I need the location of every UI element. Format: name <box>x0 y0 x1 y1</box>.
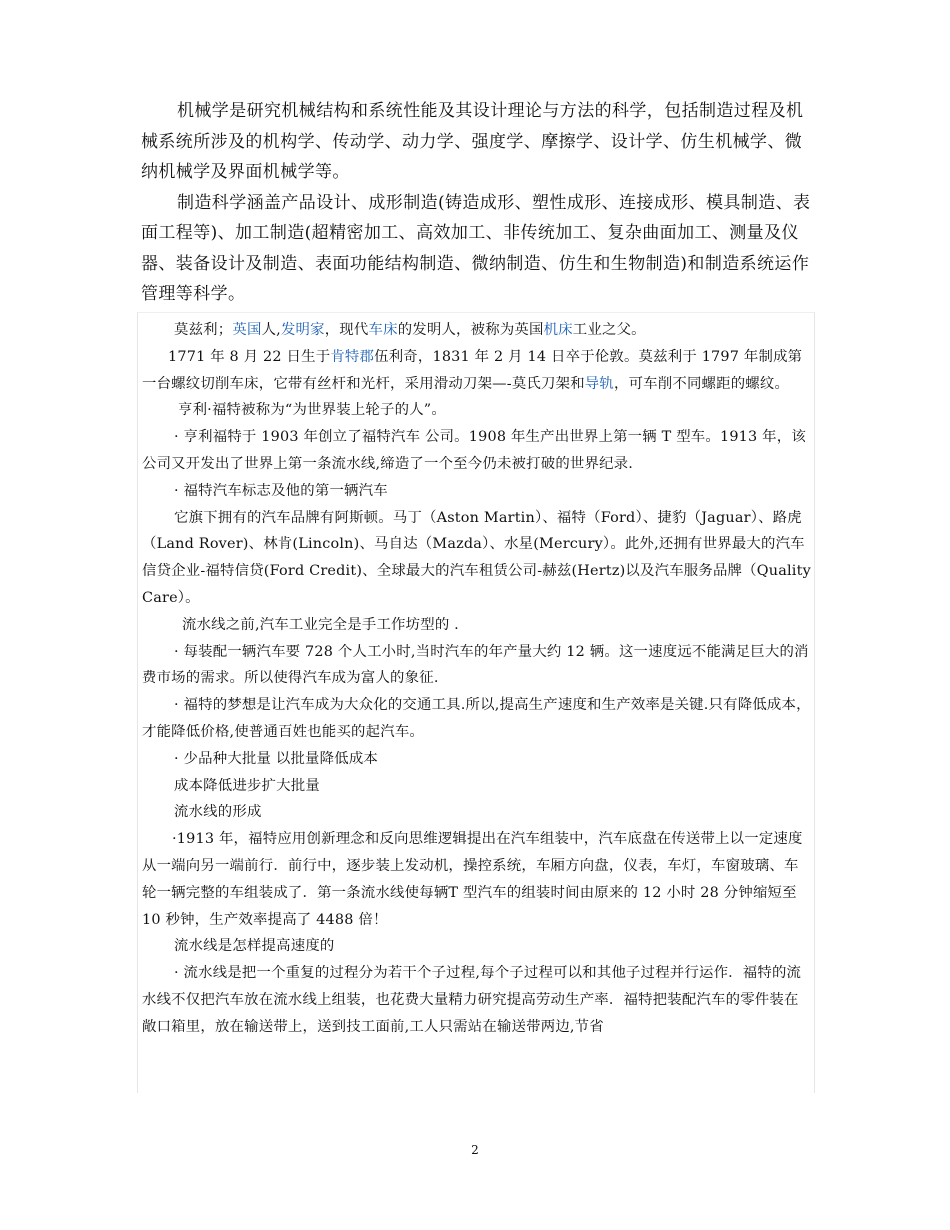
paragraph-ford-dream: · 福特的梦想是让汽车成为大众化的交通工具.所以,提高生产速度和生产效率是关键.只有降低成本，才能降低价格,使普通百姓也能买的起汽车。 <box>142 697 811 740</box>
article-body <box>142 317 812 1041</box>
text-fragment: ，现代 <box>324 322 369 338</box>
intro-section <box>141 96 813 310</box>
paragraph-ford-logo: · 福特汽车标志及他的第一辆汽车 <box>174 482 388 499</box>
heading-speed-improvement: 流水线是怎样提高速度的 <box>174 938 335 955</box>
paragraph-ford-founding: · 亨利福特于 1903 年创立了福特汽车 公司。1908 年生产出世界上第一辆 T 型车。1913 年，该公司又开发出了世界上第一条流水线,缔造了一个至今仍未被打破的世界纪录. <box>142 429 806 472</box>
paragraph-few-varieties: · 少品种大批量 以批量降低成本 <box>174 750 379 767</box>
birth-paragraph <box>142 344 812 398</box>
link-english[interactable]: 英国 <box>232 322 262 338</box>
link-inventor[interactable]: 发明家 <box>280 322 325 338</box>
text-fragment: 伍利奇，1831 年 2 月 14 日卒于伦敦。莫兹利于 1797 年制成第一台螺纹切削车床，它带有丝杆和光杆，采用滑动刀架—-莫氏刀架和 <box>142 348 803 392</box>
content-box <box>137 312 815 1093</box>
text-fragment: 人, <box>261 322 281 338</box>
text-fragment: 1771 年 8 月 22 日生于 <box>168 348 331 365</box>
maudslay-name: 莫兹利； <box>174 322 233 338</box>
intro-paragraph-manufacturing: 制造科学涵盖产品设计、成形制造(铸造成形、塑性成形、连接成形、模具制造、表面工程等)、加工制造(超精密加工、高效加工、非传统加工、复杂曲面加工、测量及仪器、装备设计及制造、表面功能结构制造、微纳制造、仿生和生物制造)和制造系统运作管理等科学。 <box>141 192 811 304</box>
paragraph-assembly-line-principle: · 流水线是把一个重复的过程分为若干个子过程,每个子过程可以和其他子过程并行运作．福特的流水线不仅把汽车放在流水线上组装，也花费大量精力研究提高劳动生产率．福特把装配汽车的零件装在敞口箱里，放在输送带上，送到技工面前,工人只需站在输送带两边,节省 <box>142 965 802 1035</box>
heading-assembly-line-formation: 流水线的形成 <box>174 804 262 821</box>
paragraph-before-assembly-line: 流水线之前,汽车工业完全是手工作坊型的 . <box>182 616 459 633</box>
intro-paragraph-mechanics: 机械学是研究机械结构和系统性能及其设计理论与方法的科学，包括制造过程及机械系统所涉及的机构学、传动学、动力学、强度学、摩擦学、设计学、仿生机械学、微纳机械学及界面机械学等。 <box>141 101 804 182</box>
link-guide-rail[interactable]: 导轨 <box>584 375 614 392</box>
paragraph-ford-nickname: 亨利·福特被称为“为世界装上轮子的人”。 <box>178 402 446 419</box>
link-county[interactable]: 肯特郡 <box>330 348 375 365</box>
page-number: 2 <box>471 1143 479 1157</box>
paragraph-labor-hours: · 每装配一辆汽车要 728 个人工小时,当时汽车的年产量大约 12 辆。这一速度远不能满足巨大的消费市场的需求。所以使得汽车成为富人的象征. <box>142 643 809 687</box>
text-fragment: ，可车削不同螺距的螺纹。 <box>613 375 790 392</box>
text-fragment: 工业之父。 <box>572 322 646 338</box>
paragraph-1913-assembly: ·1913 年，福特应用创新理念和反向思维逻辑提出在汽车组装中，汽车底盘在传送带上以一定速度从一端向另一端前行．前行中，逐步装上发动机，操控系统，车厢方向盘，仪表，车灯，车窗玻璃、车轮一辆完整的车组装成了．第一条流水线使每辆T 型汽车的组装时间由原来的 12 小时 28 分钟缩短至 10 秒钟，生产效率提高了 4488 倍！ <box>142 831 803 928</box>
paragraph-cost-reduction: 成本降低进步扩大批量 <box>174 777 320 794</box>
link-machine-tool[interactable]: 机床 <box>543 322 573 338</box>
text-fragment: 的发明人，被称为英国 <box>397 322 544 338</box>
link-lathe[interactable]: 车床 <box>368 322 398 338</box>
maudslay-paragraph <box>142 317 812 344</box>
paragraph-ford-brands: 它旗下拥有的汽车品牌有阿斯顿。马丁（Aston Martin）、福特（Ford）、捷豹（Jaguar）、路虎（Land Rover)、林肯(Lincoln)、马自达（Mazda）、水星(Mercury）。此外,还拥有世界最大的汽车信贷企业-福特信贷(Ford Credit)、全球最大的汽车租赁公司-赫兹(Hertz)以及汽车服务品牌（Quality Care）。 <box>142 509 811 606</box>
